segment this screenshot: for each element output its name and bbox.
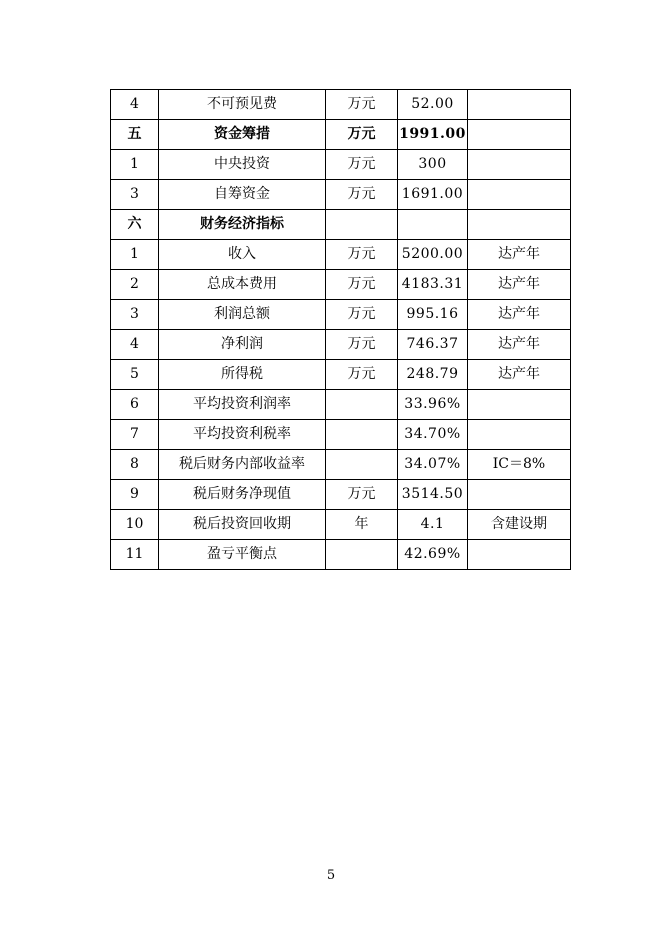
row-number-cell: 6 [111,390,159,420]
item-name-cell: 平均投资利税率 [159,420,326,450]
value-cell: 248.79 [398,360,468,390]
unit-cell: 万元 [326,240,398,270]
value-cell: 300 [398,150,468,180]
note-cell [468,480,571,510]
unit-cell: 万元 [326,180,398,210]
note-cell: IC＝8% [468,450,571,480]
row-number-cell: 4 [111,90,159,120]
item-name-cell: 税后投资回收期 [159,510,326,540]
row-number-cell: 3 [111,180,159,210]
table-row [111,540,571,570]
value-cell: 52.00 [398,90,468,120]
unit-cell: 年 [326,510,398,540]
item-name-cell: 中央投资 [159,150,326,180]
row-number-cell: 五 [111,120,159,150]
note-cell [468,420,571,450]
note-cell [468,390,571,420]
item-name-cell: 总成本费用 [159,270,326,300]
note-cell: 达产年 [468,240,571,270]
row-number-cell: 3 [111,300,159,330]
unit-cell: 万元 [326,360,398,390]
note-cell [468,180,571,210]
row-number-cell: 7 [111,420,159,450]
note-cell [468,90,571,120]
table-row [111,210,571,240]
page-number: 5 [326,868,336,883]
value-cell: 3514.50 [398,480,468,510]
row-number-cell: 10 [111,510,159,540]
financial-indicators-table [110,89,571,570]
table-row [111,480,571,510]
row-number-cell: 11 [111,540,159,570]
table-row [111,300,571,330]
table-row [111,420,571,450]
table-row [111,510,571,540]
note-cell [468,120,571,150]
row-number-cell: 8 [111,450,159,480]
table-body [111,90,571,570]
note-cell: 达产年 [468,330,571,360]
value-cell: 5200.00 [398,240,468,270]
table-row [111,450,571,480]
row-number-cell: 9 [111,480,159,510]
note-cell [468,150,571,180]
item-name-cell: 利润总额 [159,300,326,330]
table-row [111,360,571,390]
unit-cell [326,420,398,450]
table-row [111,120,571,150]
unit-cell: 万元 [326,270,398,300]
note-cell [468,210,571,240]
item-name-cell: 平均投资利润率 [159,390,326,420]
table-row [111,90,571,120]
row-number-cell: 5 [111,360,159,390]
unit-cell: 万元 [326,480,398,510]
value-cell: 4183.31 [398,270,468,300]
value-cell: 33.96% [398,390,468,420]
note-cell: 达产年 [468,360,571,390]
value-cell: 995.16 [398,300,468,330]
note-cell [468,540,571,570]
value-cell: 34.70% [398,420,468,450]
table-row [111,240,571,270]
table-row [111,180,571,210]
item-name-cell: 资金筹措 [159,120,326,150]
item-name-cell: 盈亏平衡点 [159,540,326,570]
value-cell: 34.07% [398,450,468,480]
table-row [111,270,571,300]
unit-cell [326,390,398,420]
row-number-cell: 2 [111,270,159,300]
unit-cell: 万元 [326,150,398,180]
item-name-cell: 收入 [159,240,326,270]
value-cell: 746.37 [398,330,468,360]
item-name-cell: 净利润 [159,330,326,360]
note-cell: 含建设期 [468,510,571,540]
row-number-cell: 1 [111,150,159,180]
table-row [111,150,571,180]
unit-cell [326,210,398,240]
value-cell: 4.1 [398,510,468,540]
row-number-cell: 4 [111,330,159,360]
item-name-cell: 税后财务内部收益率 [159,450,326,480]
item-name-cell: 税后财务净现值 [159,480,326,510]
item-name-cell: 不可预见费 [159,90,326,120]
row-number-cell: 1 [111,240,159,270]
value-cell [398,210,468,240]
note-cell: 达产年 [468,270,571,300]
value-cell: 42.69% [398,540,468,570]
unit-cell: 万元 [326,120,398,150]
item-name-cell: 自筹资金 [159,180,326,210]
table-row [111,330,571,360]
item-name-cell: 财务经济指标 [159,210,326,240]
item-name-cell: 所得税 [159,360,326,390]
note-cell: 达产年 [468,300,571,330]
unit-cell [326,450,398,480]
row-number-cell: 六 [111,210,159,240]
unit-cell: 万元 [326,300,398,330]
unit-cell [326,540,398,570]
unit-cell: 万元 [326,330,398,360]
table-row [111,390,571,420]
value-cell: 1991.00 [398,120,468,150]
value-cell: 1691.00 [398,180,468,210]
unit-cell: 万元 [326,90,398,120]
